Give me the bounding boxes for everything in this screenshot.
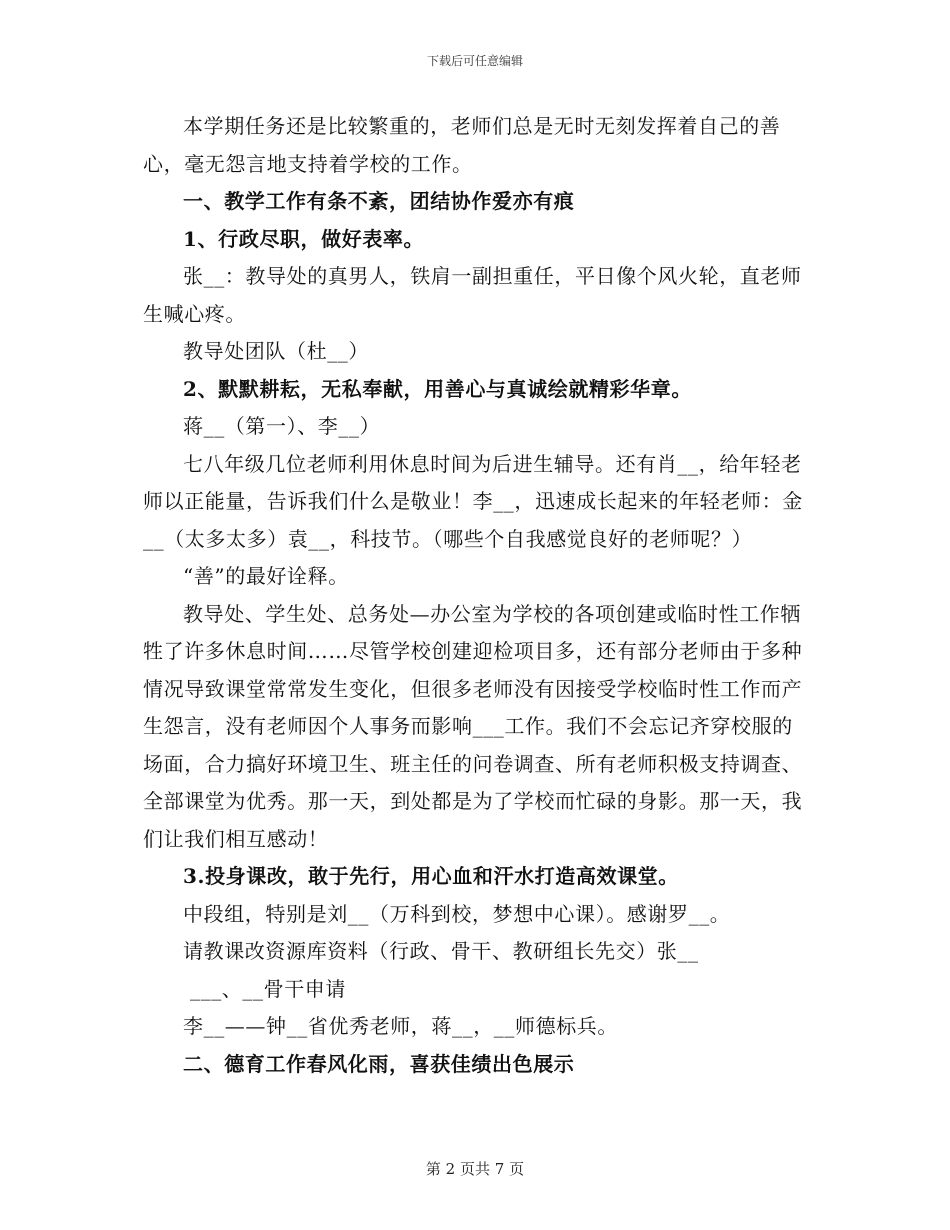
- paragraph-offices: 教导处、学生处、总务处—办公室为学校的各项创建或临时性工作牺牲了许多休息时间……尽管学校创建迎检项目多，还有部分老师由于多种情况导致课堂常常发生变化，但很多老师没有因接受学校临时性工作而产生怨言，没有老师因个人事务而影响___工作。我们不会忘记齐穿校服的场面，合力搞好环境卫生、班主任的问卷调查、所有老师积极支持调查、全部课堂为优秀。那一天，到处都是为了学校而忙碌的身影。那一天，我们让我们相互感动！: [143, 601, 803, 851]
- paragraph-honors: 李__——钟__省优秀老师，蒋__，__师德标兵。: [183, 1014, 618, 1038]
- paragraph-backbone: ___、__骨干申请: [190, 976, 346, 1001]
- paragraph-resources: 请教课改资源库资料（行政、骨干、教研组长先交）张__: [183, 939, 699, 963]
- subheading-dedication: 2、默默耕耘，无私奉献，用善心与真诚绘就精彩华章。: [183, 376, 692, 401]
- document-body: [143, 108, 808, 1083]
- paragraph-tutoring: 七八年级几位老师利用休息时间为后进生辅导。还有肖__，给年轻老师以正能量，告诉我们什么是敬业！李__，迅速成长起来的年轻老师：金__（太多太多）袁__，科技节。（哪些个自我感觉良好的老师呢？）: [143, 451, 803, 551]
- paragraph-midgroup: 中段组，特别是刘__（万科到校，梦想中心课）。感谢罗__。: [183, 901, 731, 926]
- section-heading-teaching: 一、教学工作有条不紊，团结协作爱亦有痕: [183, 189, 575, 213]
- paragraph-intro: 本学期任务还是比较繁重的，老师们总是无时无刻发挥着自己的善心，毫无怨言地支持着学校的工作。: [143, 114, 781, 176]
- paragraph-kindness: “善”的最好诠释。: [183, 564, 349, 588]
- subheading-reform: 3.投身课改，敢于先行，用心血和汗水打造高效课堂。: [183, 864, 679, 888]
- section-heading-moral: 二、德育工作春风化雨，喜获佳绩出色展示: [183, 1051, 575, 1076]
- paragraph-zhang: 张__：教导处的真男人，铁肩一副担重任，平日像个风火轮，直老师生喊心疼。: [143, 264, 802, 326]
- page-footer: 第 2 页共 7 页: [425, 1160, 525, 1178]
- paragraph-team: 教导处团队（杜__）: [183, 339, 369, 363]
- subheading-admin: 1、行政尽职，做好表率。: [183, 226, 425, 251]
- page-header: 下载后可任意编辑: [426, 54, 523, 68]
- paragraph-names: 蒋__（第一）、李__）: [183, 414, 381, 438]
